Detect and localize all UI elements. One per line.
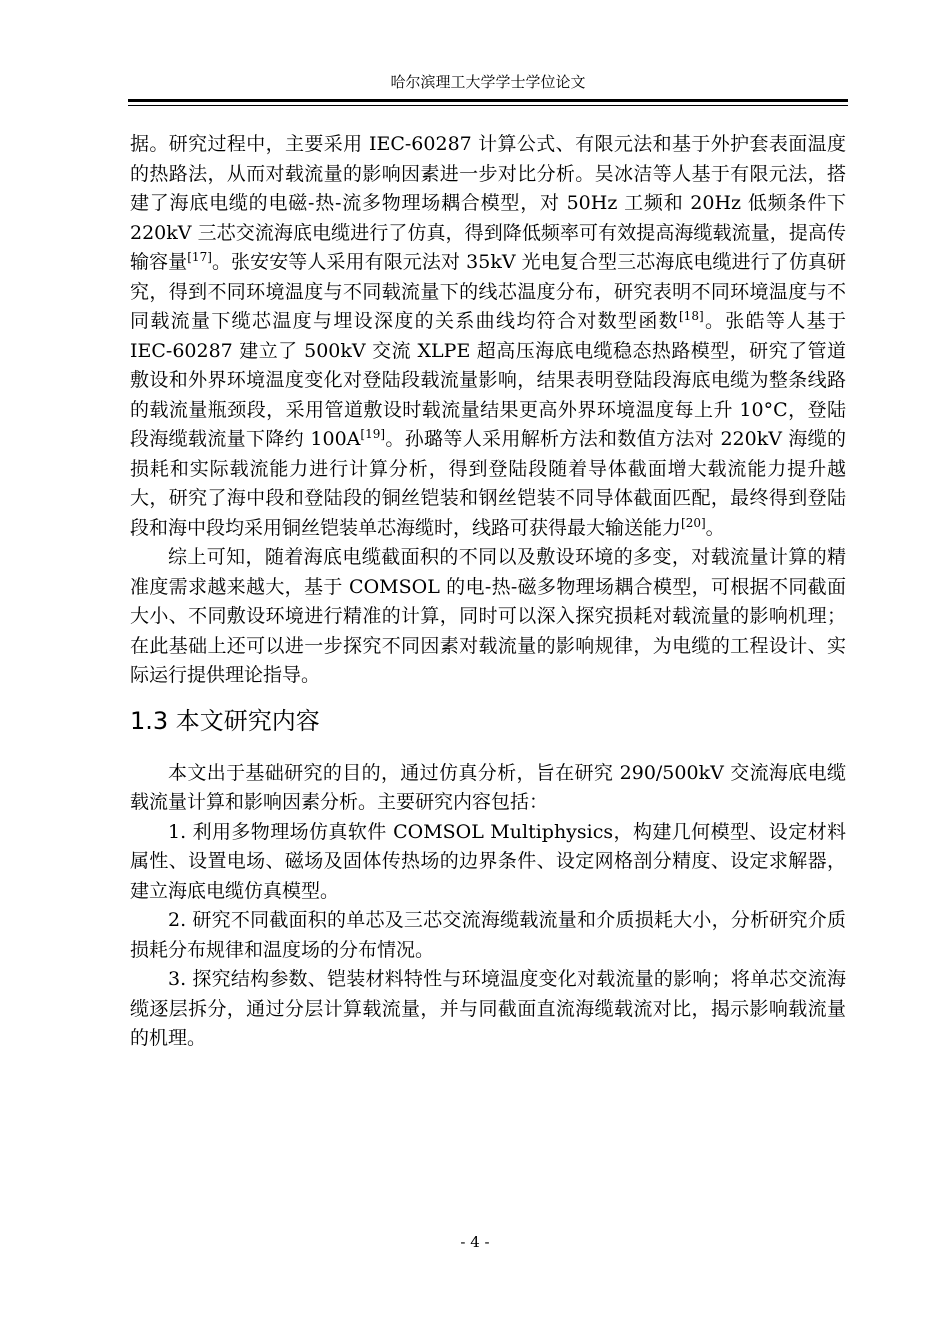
text-run: 据。研究过程中，主要采用 IEC-60287 计算公式、有限元法和基于外护套表面温度的热路法，从而对载流量的影响因素进一步对比分析。吴冰洁等人基于有限元法，搭建了海底电缆的电磁-热-流多物理场耦合模型，对 50Hz 工频和 20Hz 低频条件下 220kV 三芯交流海底电缆进行了仿真，得到降低频率可有效提高海缆载流量，提高传输容量 (130, 133, 846, 273)
list-item: 1. 利用多物理场仿真软件 COMSOL Multiphysics，构建几何模型、设定材料属性、设置电场、磁场及固体传热场的边界条件、设定网格剖分精度、设定求解器，建立海底电缆仿真模型。 (130, 820, 846, 902)
paragraph-summary: 综上可知，随着海底电缆截面积的不同以及敷设环境的多变，对载流量计算的精准度需求越来越大，基于 COMSOL 的电-热-磁多物理场耦合模型，可根据不同截面大小、不同敷设环境进行精准的计算，同时可以深入探究损耗对载流量的影响机理；在此基础上还可以进一步探究不同因素对载流量的影响规律，为电缆的工程设计、实际运行提供理论指导。 (130, 546, 846, 686)
citation: [18] (679, 309, 704, 323)
citation: [19] (360, 427, 386, 441)
header-rule-thick (128, 99, 848, 102)
paragraph-intro: 本文出于基础研究的目的，通过仿真分析，旨在研究 290/500kV 交流海底电缆载流量计算和影响因素分析。主要研究内容包括： (130, 761, 846, 813)
list-item: 2. 研究不同截面积的单芯及三芯交流海缆载流量和介质损耗大小，分析研究介质损耗分布规律和温度场的分布情况。 (130, 909, 846, 961)
running-header: 哈尔滨理工大学学士学位论文 (390, 73, 586, 91)
citation: [17] (187, 250, 212, 264)
body-text (130, 130, 846, 1054)
page-number: - 4 - (460, 1233, 490, 1251)
text-run: 。张安安等人采用有限元法对 35kV 光电复合型三芯海底电缆进行了仿真研究，得到不同环境温度与不同载流量下的线芯温度分布，研究表明不同环境温度与不同载流量下缆芯温度与埋设深度的关系曲线均符合对数型函数 (130, 251, 846, 332)
header-rule-thin (128, 105, 848, 106)
section-heading: 1.3 本文研究内容 (130, 706, 320, 735)
paragraph-continued (130, 130, 846, 543)
text-run: 。 (705, 516, 725, 539)
list-item: 3. 探究结构参数、铠装材料特性与环境温度变化对载流量的影响；将单芯交流海缆逐层拆分，通过分层计算载流量，并与同截面直流海缆载流对比，揭示影响载流量的机理。 (130, 968, 846, 1049)
citation: [20] (681, 515, 706, 530)
text-run: 。张皓等人基于 IEC-60287 建立了 500kV 交流 XLPE 超高压海底电缆稳态热路模型，研究了管道敷设和外界环境温度变化对登陆段载流量影响，结果表明登陆段海底电缆为整条线路的载流量瓶颈段，采用管道敷设时载流量结果更高外界环境温度每上升 10°C，登陆段海缆载流量下降约 100A (130, 310, 846, 450)
text-run: 。孙璐等人采用解析方法和数值方法对 220kV 海缆的损耗和实际载流能力进行计算分析，得到登陆段随着导体截面增大载流能力提升越大，研究了海中段和登陆段的铜丝铠装和钢丝铠装不同导体截面匹配，最终得到登陆段和海中段均采用铜丝铠装单芯海缆时，线路可获得最大输送能力 (130, 428, 846, 539)
